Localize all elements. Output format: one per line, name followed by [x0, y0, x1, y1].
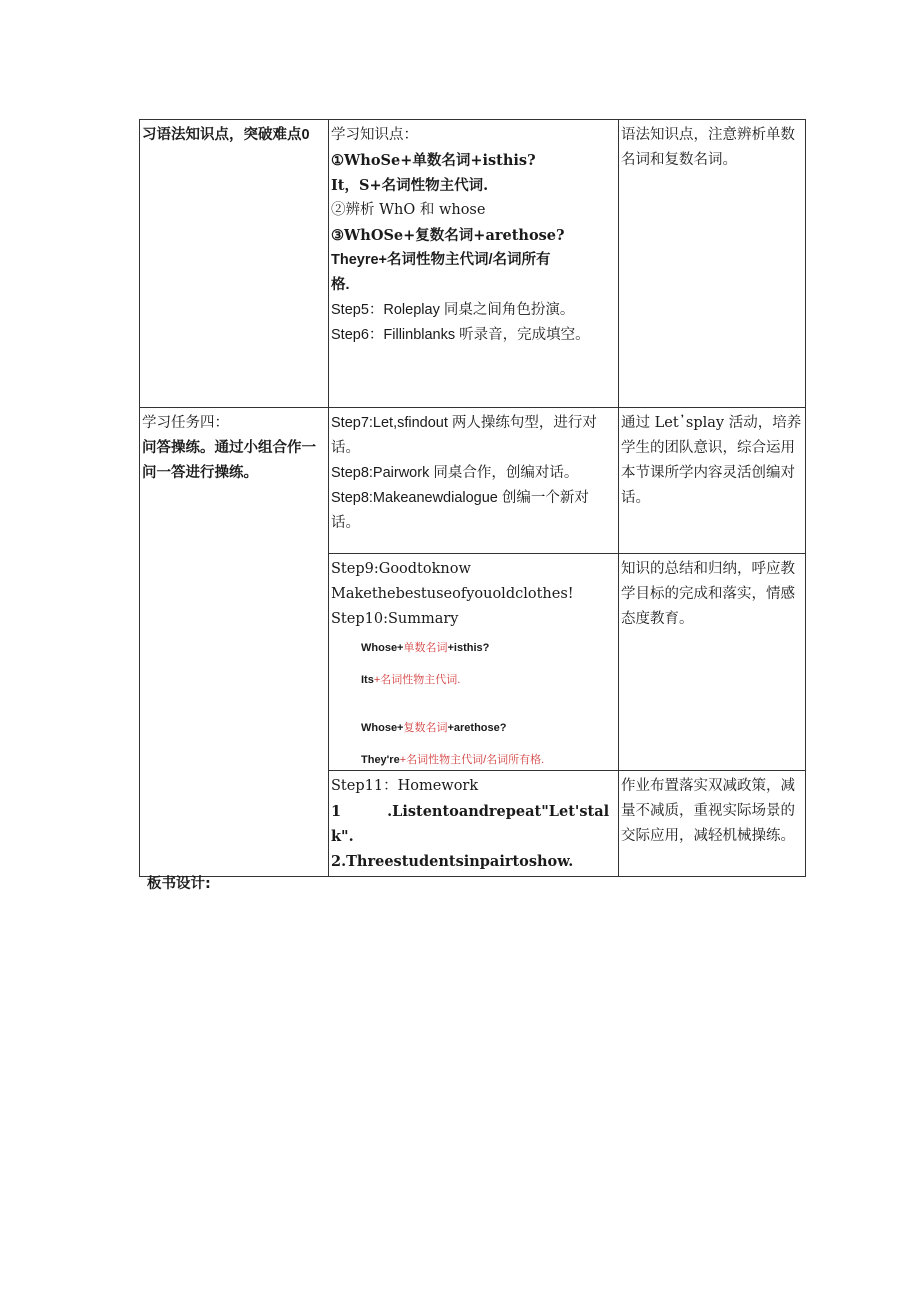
row2-col2-cell: [329, 408, 619, 554]
row4-col2-cell: [329, 771, 619, 877]
row4-col2-line3: 2.Threestudentsinpairtoshow.: [331, 853, 574, 870]
summary-line1: [361, 640, 616, 656]
row1-col2-line6: Theyre+名词性物主代词/名词所有: [331, 252, 551, 268]
summary-block: [331, 640, 616, 768]
row1-col2-line3: It，S+名词性物主代词.: [331, 177, 489, 194]
row4-col2-line2: [331, 799, 616, 849]
row3-col2-cell: [329, 554, 619, 771]
row3-col3-cell: [619, 554, 806, 771]
row2-col1-line1: 学习任务四：: [142, 415, 229, 431]
row1-col2-line9: Step6：Fillinblanks 听录音，完成填空。: [331, 327, 590, 343]
summary-line3-c: +arethose?: [447, 722, 507, 734]
summary-line1-c: +isthis?: [447, 642, 490, 654]
summary-line4-b: +名词性物主代词/名词所有格.: [399, 754, 545, 766]
summary-line2: [361, 672, 616, 688]
row3-col2-line3: Step10:Summary: [331, 611, 459, 627]
summary-line2-a: Its: [361, 674, 374, 686]
row1-col2-line2: ①WhoSe+单数名词+isthis?: [331, 152, 536, 169]
row2-col3-cell: [619, 408, 806, 554]
summary-line3-b: 复数名词: [403, 722, 448, 734]
summary-line2-b: +名词性物主代词.: [373, 674, 461, 686]
row4-col2-line1: Step11：Homework: [331, 778, 479, 794]
row3-col2-line2: Makethebestuseofyouoldclothes!: [331, 586, 574, 602]
lesson-plan-table: [139, 119, 806, 877]
row1-col2-line1: 学习知识点：: [331, 127, 418, 143]
row1-col1-text: 习语法知识点，突破难点0: [142, 127, 310, 143]
row1-col2-line5: ③WhOSe+复数名词+arethose?: [331, 227, 565, 244]
row2-col2-line1: Step7:Let,sfindout 两人操练句型，进行对话。: [331, 415, 597, 456]
row2-col1-line2: 问答操练。通过小组合作一问一答进行操练。: [142, 440, 316, 481]
row4-col2-line2-text: .Listentoandrepeat"Let'stalk".: [331, 803, 610, 845]
row4-col2-line2-num: 1: [331, 803, 342, 820]
row3-col2-line1: Step9:Goodtoknow: [331, 561, 471, 577]
row1-col2-line4: ②辨析 WhO 和 whose: [331, 202, 486, 218]
row1-col2-cell: [329, 120, 619, 408]
row1-col3-cell: [619, 120, 806, 408]
row2-col2-line2: Step8:Pairwork 同桌合作，创编对话。: [331, 465, 579, 481]
row1-col1-cell: [140, 120, 329, 408]
summary-line1-b: 单数名词: [403, 642, 448, 654]
row2-col3-text: 通过 Let᾽splay 活动，培养学生的团队意识，综合运用本节课所学内容灵活创编对话。: [621, 415, 802, 506]
summary-line3-a: Whose+: [361, 722, 404, 734]
summary-line3: [361, 720, 616, 736]
table-row: [140, 120, 806, 408]
row1-col2-line7: 格.: [331, 277, 350, 293]
row2-col1-cell: [140, 408, 329, 877]
summary-line4-a: They're: [361, 754, 400, 766]
table-row: [140, 408, 806, 554]
row3-col3-text: 知识的总结和归纳，呼应教学目标的完成和落实，情感态度教育。: [621, 561, 795, 627]
summary-line4: [361, 752, 616, 768]
row1-col3-text: 语法知识点，注意辨析单数名词和复数名词。: [621, 127, 795, 168]
row4-col3-cell: [619, 771, 806, 877]
board-design-label: 板书设计:: [147, 876, 211, 892]
row2-col2-line3: Step8:Makeanewdialogue 创编一个新对话。: [331, 490, 589, 531]
summary-line1-a: Whose+: [361, 642, 404, 654]
row4-col3-text: 作业布置落实双减政策，减量不减质，重视实际场景的交际应用，减轻机械操练。: [621, 778, 795, 844]
row1-col2-line8: Step5：Roleplay 同桌之间角色扮演。: [331, 302, 575, 318]
